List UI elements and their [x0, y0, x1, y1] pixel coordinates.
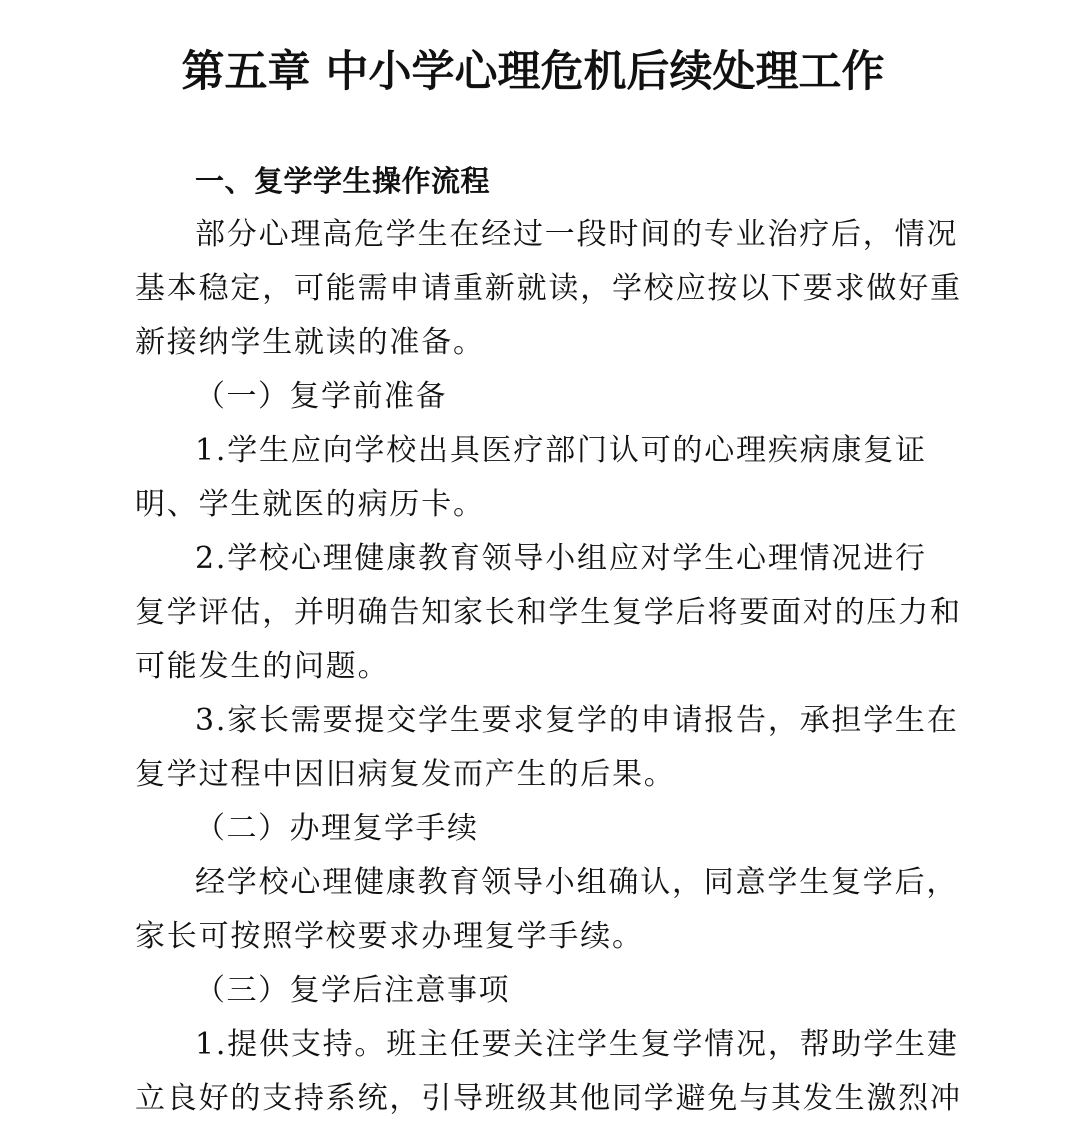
item-3-line-1: 3.家长需要提交学生要求复学的申请报告，承担学生在 — [195, 703, 959, 738]
item-3-line-2: 复学过程中因旧病复发而产生的后果。 — [135, 757, 676, 792]
heading-readmission-process: 一、复学学生操作流程 — [195, 164, 491, 198]
intro-line-2: 基本稳定，可能需申请重新就读，学校应按以下要求做好重 — [135, 271, 962, 306]
subheading-before-readmission: （一）复学前准备 — [195, 379, 447, 414]
chapter-title: 第五章 中小学心理危机后续处理工作 — [181, 47, 885, 97]
item-2-line-2: 复学评估，并明确告知家长和学生复学后将要面对的压力和 — [135, 595, 962, 630]
intro-line-3: 新接纳学生就读的准备。 — [135, 325, 485, 360]
item-1-line-1: 1.学生应向学校出具医疗部门认可的心理疾病康复证 — [195, 433, 927, 468]
item-2-line-1: 2.学校心理健康教育领导小组应对学生心理情况进行 — [195, 541, 927, 576]
intro-line-1: 部分心理高危学生在经过一段时间的专业治疗后，情况 — [195, 217, 959, 252]
procedure-line-1: 经学校心理健康教育领导小组确认，同意学生复学后， — [195, 865, 959, 900]
procedure-line-2: 家长可按照学校要求办理复学手续。 — [135, 919, 644, 954]
item-2-line-3: 可能发生的问题。 — [135, 649, 390, 684]
after-item-1-line-1: 1.提供支持。班主任要关注学生复学情况，帮助学生建 — [195, 1027, 959, 1062]
document-body — [135, 154, 962, 1126]
subheading-after-readmission: （三）复学后注意事项 — [195, 973, 510, 1008]
subheading-readmission-procedure: （二）办理复学手续 — [195, 811, 479, 846]
after-item-1-line-2: 立良好的支持系统，引导班级其他同学避免与其发生激烈冲 — [135, 1081, 962, 1116]
item-1-line-2: 明、学生就医的病历卡。 — [135, 487, 485, 522]
